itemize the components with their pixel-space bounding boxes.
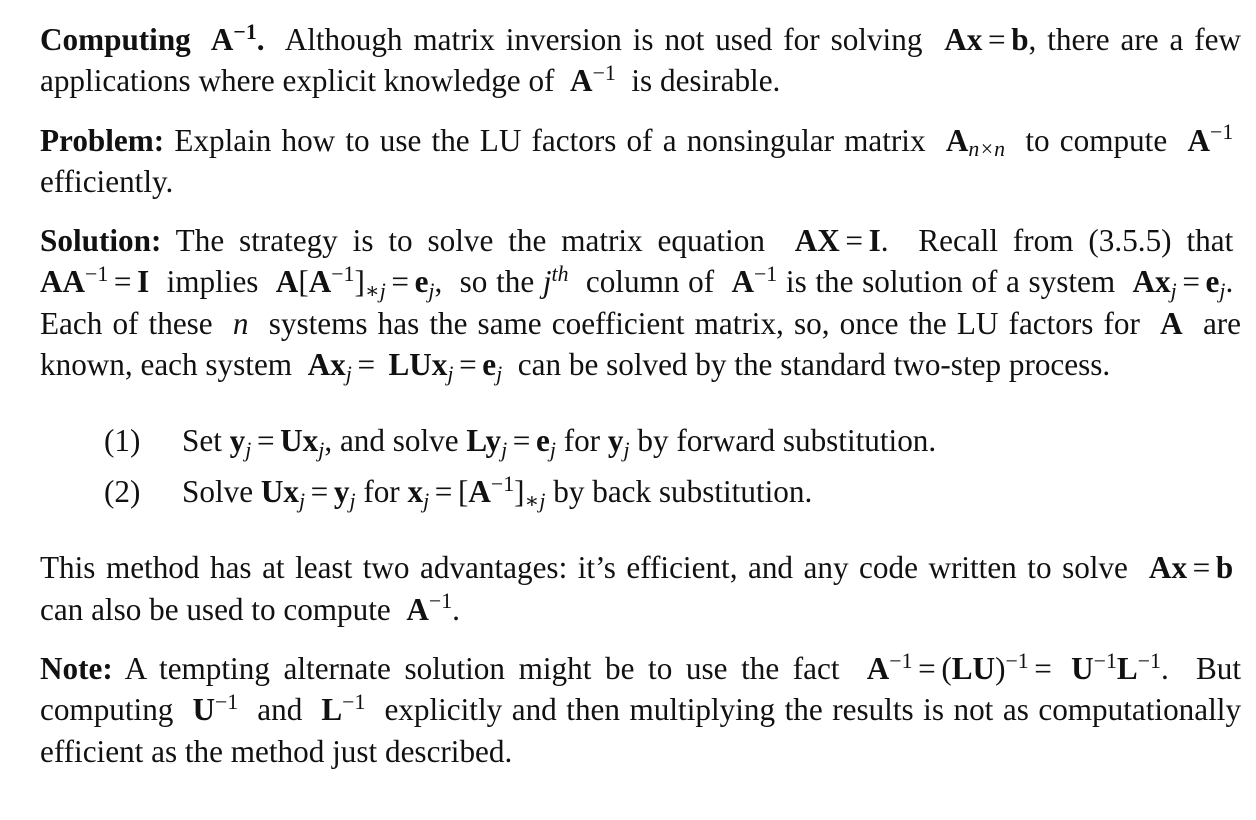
- note-text-1: A tempting alternate solution might be to use the fact: [124, 650, 840, 686]
- advantage-paragraph: This method has at least two advantages: it’s efficient, and any code written to solve Ax = b can also be used to compute $A^{-1}$.: [40, 550, 1234, 627]
- step-number: (1): [104, 423, 141, 459]
- note-text-4: results is not as computationally efficient as the method just described.: [40, 692, 1242, 769]
- solution-so-the: so the: [459, 264, 535, 300]
- step-2-method: by back substitution.: [553, 474, 813, 510]
- note-text-2: But computing: [40, 650, 1242, 728]
- step-2-solve: Solve: [182, 474, 254, 510]
- solution-known: are known, each system: [40, 305, 1242, 383]
- problem-label: Problem:: [40, 122, 165, 158]
- intro-text-end: is desirable.: [631, 63, 781, 99]
- note-text-3: explicitly and then multiplying the: [384, 692, 823, 728]
- problem-to: to: [1025, 122, 1050, 158]
- step-number: (2): [104, 474, 141, 510]
- advantage-text-1: This method has at least two advantages: it’s efficient, and any code written to: [40, 550, 1052, 586]
- step-1-set: Set: [182, 423, 222, 459]
- document-page: [40, 19, 1241, 790]
- solution-can-solve: can be solved by the standard two-step process.: [517, 347, 1111, 383]
- step-item: (2) Solve $Ux_j = y_j$ for $x_j = [A^{-1}]_{∗j}$ by back substitution.: [104, 466, 1241, 517]
- advantage-text-2: solve: [1062, 550, 1128, 586]
- note-paragraph: Note: A tempting alternate solution might be to use the fact $A^{-1} = (LU)^{-1} = U^{-1}L^{-1}$. But computing $U^{-1}$ and $L^{-1}$ explicitly and then multiplying the results is not as computationally efficient as the method just described.: [40, 648, 1242, 769]
- problem-efficiently: efficiently.: [40, 163, 174, 199]
- solution-implies: implies: [166, 264, 259, 300]
- solution-systems-same: systems has the same: [268, 305, 542, 341]
- solution-each-of: Each of these: [40, 305, 213, 341]
- solution-eqref: (3.5.5) that: [1088, 223, 1234, 259]
- solution-is-solution: is the solution of a system: [785, 264, 1116, 300]
- step-list: [104, 415, 1241, 517]
- step-1-method: by forward substitution.: [637, 423, 937, 459]
- intro-paragraph: Computing $A^{-1}$. Although matrix inversion is not used for solving Ax = b, there are a few applications where explicit knowledge of $A^{-1}$ is desirable.: [40, 19, 1241, 99]
- note-and: and: [257, 692, 303, 728]
- solution-coef: coefficient matrix, so, once the LU factors for: [551, 305, 1140, 341]
- section-heading: Computing $A^{-1}$.: [40, 19, 265, 57]
- step-2-for: for: [363, 474, 400, 510]
- step-1-for: for: [563, 423, 601, 459]
- note-label: Note:: [40, 650, 113, 686]
- intro-text-cont: there are a few applications where explicit knowledge of: [40, 22, 1241, 99]
- step-item: (1) Set $y_j = Ux_j$, and solve $Ly_j = e_j$ for $y_j$ by forward substitution.: [104, 415, 1241, 466]
- solution-text-1: The strategy is to solve the matrix equation: [175, 223, 765, 259]
- problem-compute: compute: [1059, 122, 1168, 158]
- intro-text: Although matrix inversion is not used for solving: [284, 22, 923, 57]
- problem-text: Explain how to use the LU factors of a nonsingular matrix: [174, 122, 926, 158]
- problem-paragraph: Problem: Explain how to use the LU factors of a nonsingular matrix $A_{n\times n}$ to compute $A^{-1}$ efficiently.: [40, 120, 1234, 199]
- solution-paragraph: Solution: The strategy is to solve the matrix equation AX = I. Recall from (3.5.5) that $AA^{-1} = I$ implies $A[A^{-1}]_{∗j} = e_j$, so the $j^{th}$ column of $A^{-1}$ is the solution of a system $Ax_j = e_j$. Each of these n systems has the same coefficient matrix, so, once the LU factors for A are known, each system $Ax_j = LUx_j = e_j$ can be solved by the standard two-step process.: [40, 223, 1242, 386]
- solution-column-of: column of: [585, 264, 715, 300]
- advantage-text-3: can also be used to compute: [40, 591, 391, 627]
- solution-recall: Recall from: [918, 223, 1074, 259]
- step-1-and-solve: and solve: [339, 423, 459, 459]
- solution-label: Solution:: [40, 223, 162, 259]
